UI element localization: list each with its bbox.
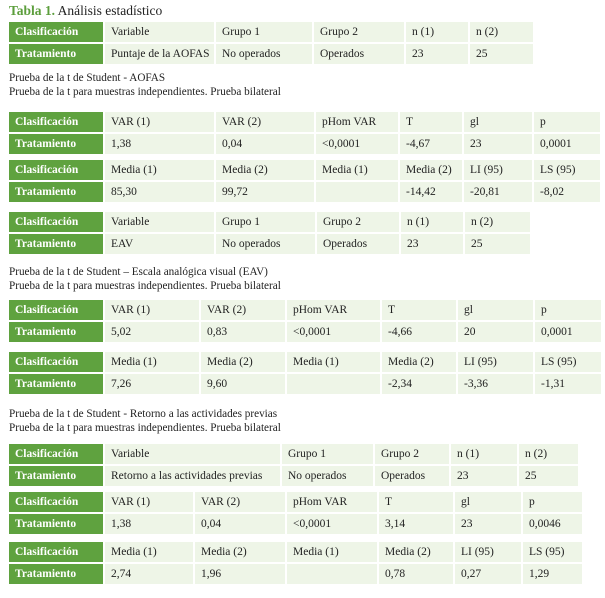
data-row bbox=[9, 234, 532, 256]
stats-table bbox=[9, 300, 603, 344]
table-cell: -20,81 bbox=[464, 182, 534, 204]
row-label-cell: Tratamiento bbox=[9, 322, 105, 344]
table-cell: LS (95) bbox=[534, 160, 602, 182]
table-cell: VAR (2) bbox=[201, 300, 287, 322]
row-label-cell: Clasificación bbox=[9, 542, 105, 564]
table-cell: 7,26 bbox=[105, 374, 201, 396]
header-row bbox=[9, 112, 602, 134]
header-row bbox=[9, 22, 535, 44]
table-cell: 0,0001 bbox=[535, 322, 603, 344]
section-caption: Prueba de la t para muestras independientes. Prueba bilateral bbox=[9, 422, 281, 434]
header-row bbox=[9, 444, 580, 466]
row-label-cell: Clasificación bbox=[9, 492, 105, 514]
row-label-cell: Tratamiento bbox=[9, 564, 105, 586]
table-cell: Media (1) bbox=[316, 160, 400, 182]
table-cell: 1,96 bbox=[195, 564, 287, 586]
table-cell: LI (95) bbox=[464, 160, 534, 182]
table-cell: 1,38 bbox=[105, 134, 216, 156]
row-label-cell: Clasificación bbox=[9, 212, 105, 234]
table-cell: -3,36 bbox=[458, 374, 535, 396]
table-cell: <0,0001 bbox=[287, 322, 382, 344]
stats-table bbox=[9, 492, 584, 536]
header-row bbox=[9, 492, 584, 514]
table-cell: Media (2) bbox=[382, 352, 458, 374]
table-cell: n (2) bbox=[470, 22, 535, 44]
data-row bbox=[9, 514, 584, 536]
row-label-cell: Clasificación bbox=[9, 160, 105, 182]
table-cell: n (2) bbox=[465, 212, 532, 234]
table-cell: -2,34 bbox=[382, 374, 458, 396]
table-cell: 25 bbox=[465, 234, 532, 256]
table-cell: pHom VAR bbox=[287, 492, 379, 514]
table-cell: 99,72 bbox=[216, 182, 316, 204]
data-row bbox=[9, 564, 584, 586]
table-cell: LS (95) bbox=[535, 352, 603, 374]
table-cell: Variable bbox=[105, 22, 216, 44]
section-caption: Prueba de la t de Student - Retorno a las actividades previas bbox=[9, 408, 278, 420]
table-cell: gl bbox=[455, 492, 523, 514]
table-cell: Media (1) bbox=[105, 160, 216, 182]
table-cell: 2,74 bbox=[105, 564, 195, 586]
table-cell: VAR (1) bbox=[105, 300, 201, 322]
table-cell: 25 bbox=[470, 44, 535, 66]
header-row bbox=[9, 160, 602, 182]
table-cell: <0,0001 bbox=[287, 514, 379, 536]
table-cell: n (2) bbox=[519, 444, 580, 466]
data-row bbox=[9, 466, 580, 488]
table-cell: VAR (1) bbox=[105, 112, 216, 134]
table-cell: Media (1) bbox=[105, 542, 195, 564]
stats-table bbox=[9, 22, 535, 66]
table-cell: 20 bbox=[458, 322, 535, 344]
table-cell: Variable bbox=[105, 444, 282, 466]
table-cell bbox=[287, 374, 382, 396]
table-cell: VAR (2) bbox=[216, 112, 316, 134]
data-row bbox=[9, 374, 603, 396]
table-cell: Grupo 2 bbox=[314, 22, 406, 44]
table-cell: Media (2) bbox=[379, 542, 455, 564]
table-cell: Media (2) bbox=[201, 352, 287, 374]
section-caption: Prueba de la t de Student – Escala analógica visual (EAV) bbox=[9, 266, 268, 278]
table-cell: Grupo 2 bbox=[375, 444, 451, 466]
table-cell: 23 bbox=[464, 134, 534, 156]
table-cell: -14,42 bbox=[400, 182, 464, 204]
table-cell: VAR (2) bbox=[195, 492, 287, 514]
table-cell: Grupo 2 bbox=[317, 212, 401, 234]
table-cell: Puntaje de la AOFAS bbox=[105, 44, 216, 66]
row-label-cell: Tratamiento bbox=[9, 134, 105, 156]
stats-table bbox=[9, 352, 603, 396]
table-cell: 23 bbox=[455, 514, 523, 536]
section-caption: Prueba de la t para muestras independientes. Prueba bilateral bbox=[9, 280, 281, 292]
table-cell: Variable bbox=[105, 212, 216, 234]
table-cell: -8,02 bbox=[534, 182, 602, 204]
section-caption: Prueba de la t para muestras independientes. Prueba bilateral bbox=[9, 86, 281, 98]
table-cell: Media (2) bbox=[195, 542, 287, 564]
table-cell: No operados bbox=[216, 234, 317, 256]
row-label-cell: Tratamiento bbox=[9, 234, 105, 256]
table-cell: 0,78 bbox=[379, 564, 455, 586]
table-cell bbox=[316, 182, 400, 204]
section-caption: Prueba de la t de Student - AOFAS bbox=[9, 72, 166, 84]
table-cell: EAV bbox=[105, 234, 216, 256]
table-cell: 0,0046 bbox=[523, 514, 584, 536]
table-cell: n (1) bbox=[406, 22, 470, 44]
header-row bbox=[9, 352, 603, 374]
stats-table bbox=[9, 212, 532, 256]
row-label-cell: Clasificación bbox=[9, 300, 105, 322]
table-cell: T bbox=[382, 300, 458, 322]
stats-table bbox=[9, 112, 602, 156]
row-label-cell: Tratamiento bbox=[9, 466, 105, 488]
table-cell: T bbox=[379, 492, 455, 514]
table-cell: gl bbox=[458, 300, 535, 322]
row-label-cell: Tratamiento bbox=[9, 182, 105, 204]
table-cell: pHom VAR bbox=[287, 300, 382, 322]
table-cell: 0,04 bbox=[216, 134, 316, 156]
table-cell: No operados bbox=[216, 44, 314, 66]
data-row bbox=[9, 182, 602, 204]
table-cell: VAR (1) bbox=[105, 492, 195, 514]
table-cell: 0,0001 bbox=[534, 134, 602, 156]
table-cell: LI (95) bbox=[458, 352, 535, 374]
table-cell: pHom VAR bbox=[316, 112, 400, 134]
table-cell: p bbox=[523, 492, 584, 514]
table-cell: 85,30 bbox=[105, 182, 216, 204]
table-cell: Media (2) bbox=[400, 160, 464, 182]
table-cell: 3,14 bbox=[379, 514, 455, 536]
table-cell: n (1) bbox=[451, 444, 519, 466]
data-row bbox=[9, 44, 535, 66]
row-label-cell: Tratamiento bbox=[9, 374, 105, 396]
stats-table bbox=[9, 542, 584, 586]
row-label-cell: Tratamiento bbox=[9, 44, 105, 66]
row-label-cell: Tratamiento bbox=[9, 514, 105, 536]
table-cell: LI (95) bbox=[455, 542, 523, 564]
table-cell: p bbox=[534, 112, 602, 134]
table-cell: 23 bbox=[406, 44, 470, 66]
header-row bbox=[9, 300, 603, 322]
table-cell: gl bbox=[464, 112, 534, 134]
table-cell: LS (95) bbox=[523, 542, 584, 564]
stats-table bbox=[9, 160, 602, 204]
header-row bbox=[9, 212, 532, 234]
table-cell: n (1) bbox=[401, 212, 465, 234]
table-cell: 0,27 bbox=[455, 564, 523, 586]
table-cell: -4,67 bbox=[400, 134, 464, 156]
table-cell: 23 bbox=[401, 234, 465, 256]
data-row bbox=[9, 322, 603, 344]
row-label-cell: Clasificación bbox=[9, 352, 105, 374]
row-label-cell: Clasificación bbox=[9, 22, 105, 44]
table-cell: Media (2) bbox=[216, 160, 316, 182]
table-cell: <0,0001 bbox=[316, 134, 400, 156]
table-cell: -4,66 bbox=[382, 322, 458, 344]
table-cell: Operados bbox=[314, 44, 406, 66]
table-cell: Grupo 1 bbox=[216, 22, 314, 44]
table-cell: 1,38 bbox=[105, 514, 195, 536]
table-cell: No operados bbox=[282, 466, 375, 488]
data-row bbox=[9, 134, 602, 156]
table-cell: Grupo 1 bbox=[282, 444, 375, 466]
table-cell: 9,60 bbox=[201, 374, 287, 396]
table-cell: Grupo 1 bbox=[216, 212, 317, 234]
table-cell: 0,04 bbox=[195, 514, 287, 536]
table-cell: 25 bbox=[519, 466, 580, 488]
table-cell: Operados bbox=[317, 234, 401, 256]
table-cell: T bbox=[400, 112, 464, 134]
table-cell: 1,29 bbox=[523, 564, 584, 586]
table-cell: Operados bbox=[375, 466, 451, 488]
row-label-cell: Clasificación bbox=[9, 112, 105, 134]
stats-table bbox=[9, 444, 580, 488]
table-cell: p bbox=[535, 300, 603, 322]
header-row bbox=[9, 542, 584, 564]
table-cell: Retorno a las actividades previas bbox=[105, 466, 282, 488]
table-cell: -1,31 bbox=[535, 374, 603, 396]
table-title bbox=[9, 3, 162, 19]
table-cell: 0,83 bbox=[201, 322, 287, 344]
table-cell bbox=[287, 564, 379, 586]
table-cell: Media (1) bbox=[287, 542, 379, 564]
table-cell: Media (1) bbox=[105, 352, 201, 374]
table-title-text: Análisis estadístico bbox=[57, 3, 163, 18]
table-cell: Media (1) bbox=[287, 352, 382, 374]
table-cell: 5,02 bbox=[105, 322, 201, 344]
row-label-cell: Clasificación bbox=[9, 444, 105, 466]
table-cell: 23 bbox=[451, 466, 519, 488]
table-number: Tabla 1. bbox=[9, 3, 56, 18]
